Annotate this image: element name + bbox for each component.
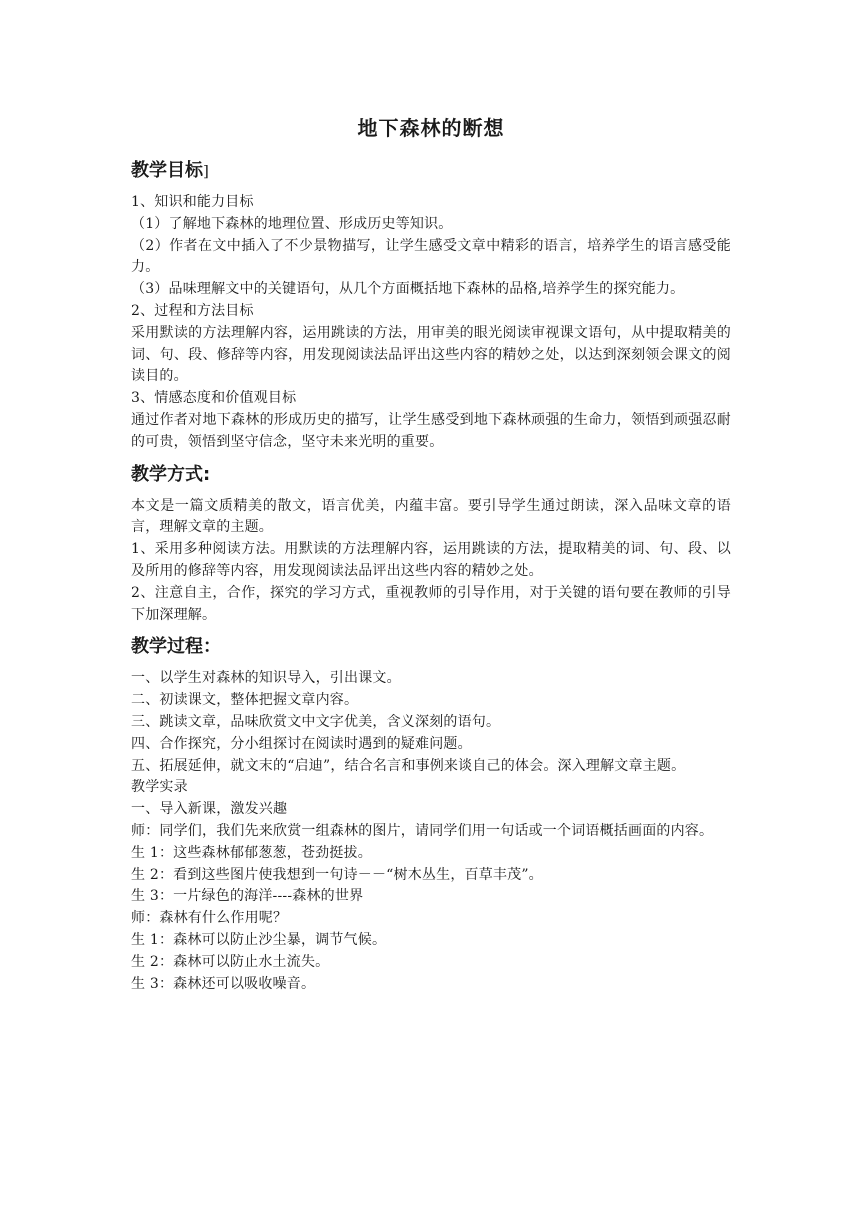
paragraph: 生 2：森林可以防止水土流失。 <box>131 953 330 970</box>
paragraph: 2、过程和方法目标 <box>131 302 254 319</box>
paragraph: 师：森林有什么作用呢？ <box>131 910 288 927</box>
paragraph: 五、拓展延伸，就文末的“启迪”，结合名言和事例来谈自己的体会。深入理解文章主题。 <box>131 757 686 774</box>
section-heading-suffix: ] <box>203 162 209 180</box>
section-teaching-goals <box>131 158 731 454</box>
paragraph: 生 3：森林还可以吸收噪音。 <box>131 975 316 992</box>
document-page <box>131 112 731 1001</box>
paragraph: 三、跳读文章，品味欣赏文中文字优美，含义深刻的语句。 <box>131 713 501 730</box>
section-heading <box>131 158 731 184</box>
paragraph: 1、采用多种阅读方法。用默读的方法理解内容，运用跳读的方法，提取精美的词、句、段、以及所用的修辞等内容，用发现阅读法品评出这些内容的精妙之处。 <box>131 541 731 579</box>
section-teaching-process <box>131 634 731 995</box>
paragraph: 本文是一篇文质精美的散文，语言优美，内蕴丰富。要引导学生通过朗读，深入品味文章的语言，理解文章的主题。 <box>131 497 731 536</box>
paragraph: 一、以学生对森林的知识导入，引出课文。 <box>131 670 401 687</box>
paragraph: 3、情感态度和价值观目标 <box>131 390 297 407</box>
document-title: 地下森林的断想 <box>357 116 505 140</box>
paragraph: 二、初读课文，整体把握文章内容。 <box>131 692 359 709</box>
paragraph: 生 1：这些森林郁郁葱葱，苍劲挺拔。 <box>131 844 372 861</box>
section-heading: 教学方式: <box>131 463 211 485</box>
paragraph: 生 1：森林可以防止沙尘暴，调节气候。 <box>131 931 387 948</box>
paragraph: 生 2：看到这些图片使我想到一句诗－－“树木丛生，百草丰茂”。 <box>131 866 543 883</box>
paragraph: 教学实录 <box>131 779 188 796</box>
section-teaching-methods <box>131 462 731 627</box>
paragraph: （2）作者在文中插入了不少景物描写，让学生感受文章中精彩的语言，培养学生的语言感受能力。 <box>131 237 731 276</box>
paragraph: 采用默读的方法理解内容，运用跳读的方法，用审美的眼光阅读审视课文语句，从中提取精美的词、句、段、修辞等内容，用发现阅读法品评出这些内容的精妙之处，以达到深刻领会课文的阅读目的。 <box>131 324 731 385</box>
paragraph: （3）品味理解文中的关键语句，从几个方面概括地下森林的品格,培养学生的探究能力。 <box>131 281 685 298</box>
section-heading: 教学过程： <box>131 636 221 658</box>
section-heading-text: 教学目标 <box>131 160 203 181</box>
paragraph: 四、合作探究，分小组探讨在阅读时遇到的疑难问题。 <box>131 735 472 752</box>
paragraph: 师：同学们，我们先来欣赏一组森林的图片，请同学们用一句话或一个词语概括画面的内容。 <box>131 822 714 839</box>
paragraph: 1、知识和能力目标 <box>131 194 254 210</box>
paragraph: （1）了解地下森林的地理位置、形成历史等知识。 <box>131 215 453 232</box>
paragraph: 2、注意自主，合作，探究的学习方式，重视教师的引导作用，对于关键的语句要在教师的引导下加深理解。 <box>131 584 731 623</box>
paragraph: 生 3：一片绿色的海洋----森林的世界 <box>131 888 364 905</box>
paragraph: 通过作者对地下森林的形成历史的描写，让学生感受到地下森林顽强的生命力，领悟到顽强忍耐的可贵，领悟到坚守信念，坚守未来光明的重要。 <box>131 411 731 450</box>
paragraph: 一、导入新课，激发兴趣 <box>131 801 288 818</box>
